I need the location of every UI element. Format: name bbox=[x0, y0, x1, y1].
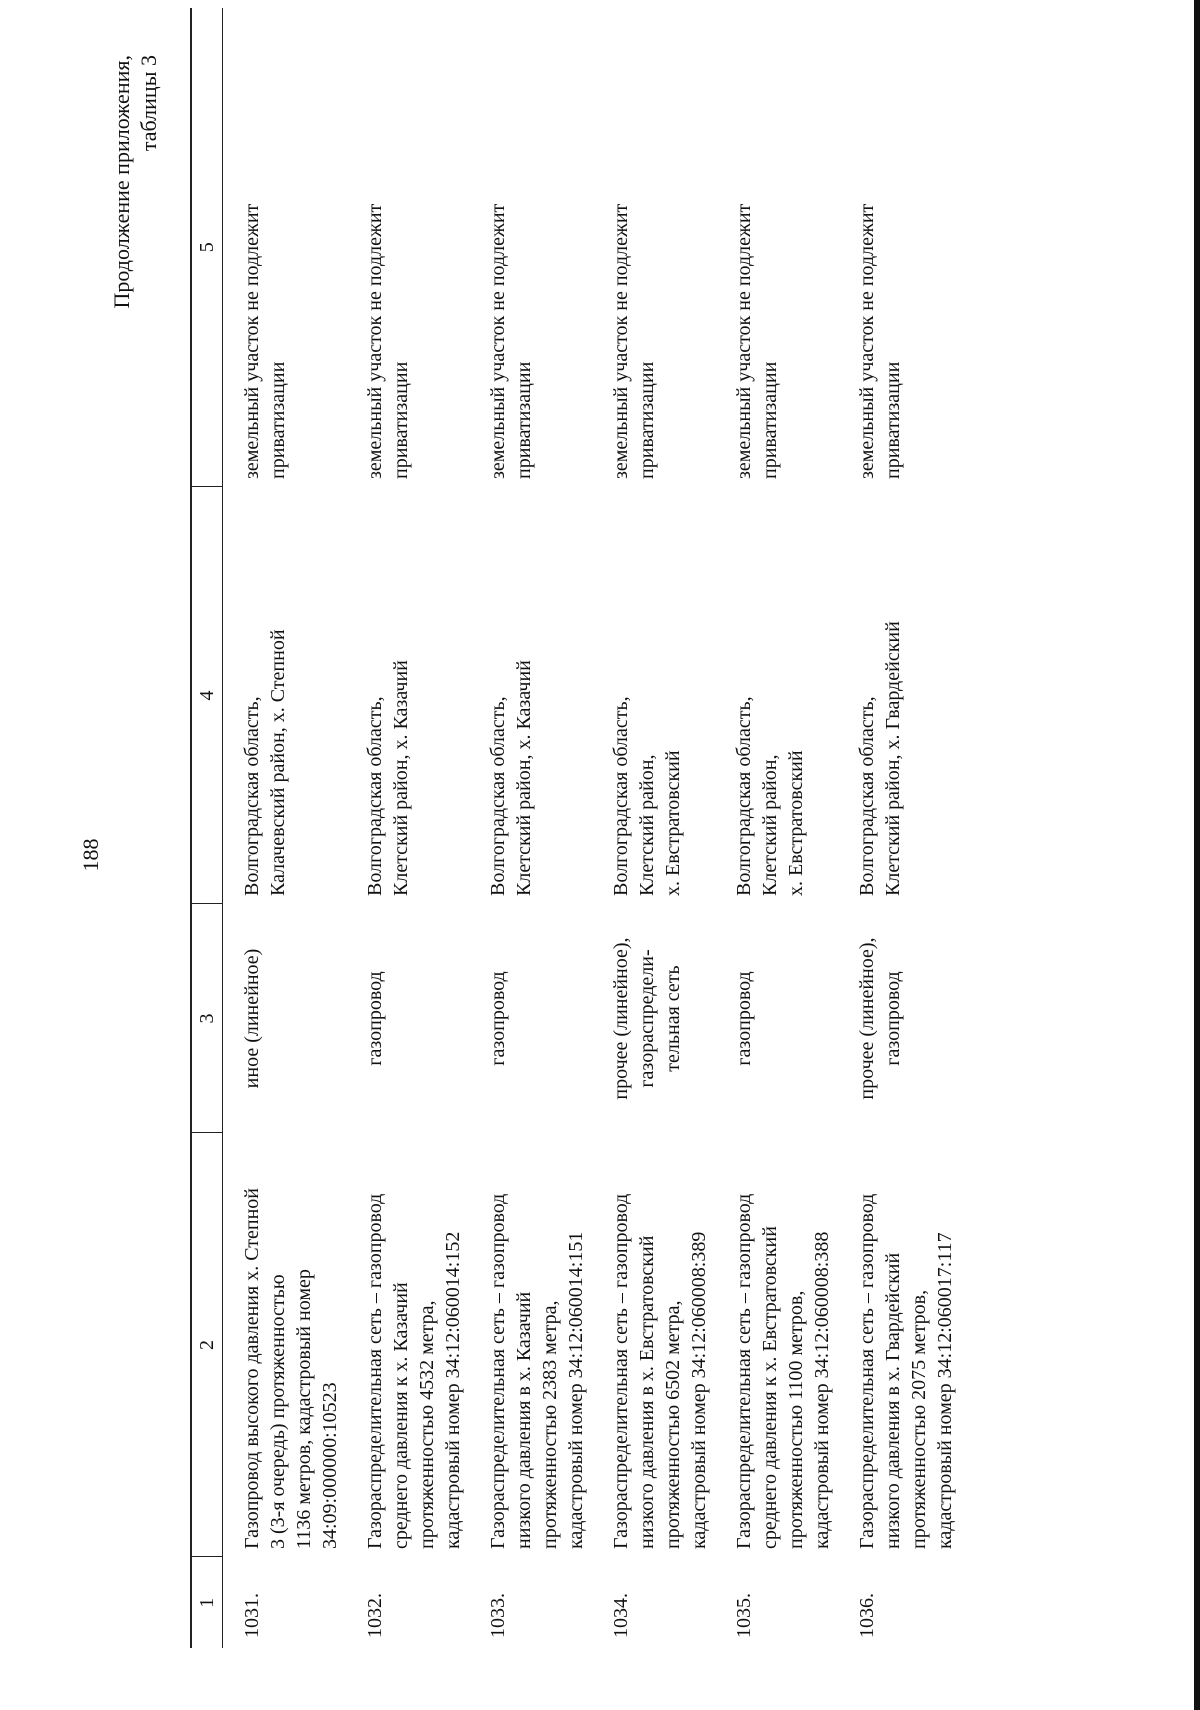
note-cell bbox=[469, 8, 592, 487]
cell-line: кадастровый номер 34:12:060008:388 bbox=[810, 1231, 833, 1549]
location-cell bbox=[838, 487, 961, 904]
row-number: 1035. bbox=[732, 1593, 755, 1638]
cell-line: Волгоградская область, bbox=[486, 696, 509, 896]
cell-line: Газопровод высокого давления х. Степной bbox=[241, 1188, 263, 1549]
column-header: 3 bbox=[191, 904, 223, 1133]
cell-line: 34:09:000000:10523 bbox=[319, 1382, 341, 1549]
object-type-cell bbox=[715, 904, 838, 1133]
cell-line: земельный участок не подлежит bbox=[609, 203, 632, 479]
cell-line: приватизации bbox=[635, 361, 658, 479]
cell-line: Волгоградская область, bbox=[732, 696, 755, 896]
cell-line: среднего давления к х. Евстратовский bbox=[758, 1226, 781, 1549]
page-edge bbox=[1194, 0, 1200, 1710]
location-cell bbox=[469, 487, 592, 904]
note-cell bbox=[838, 8, 961, 487]
location-cell bbox=[346, 487, 469, 904]
cell-line: Калачевский район, х. Степной bbox=[267, 629, 289, 896]
cell-line: приватизации bbox=[389, 361, 412, 479]
row-number: 1034. bbox=[609, 1593, 632, 1638]
cell-line: газораспредели- bbox=[635, 949, 658, 1088]
caption-line: Продолжение приложения, bbox=[109, 55, 134, 309]
cell-line: Волгоградская область, bbox=[855, 696, 878, 896]
object-name-cell bbox=[838, 1133, 961, 1557]
cell-line: кадастровый номер 34:12:060014:151 bbox=[564, 1231, 587, 1549]
object-name-cell bbox=[469, 1133, 592, 1557]
table-row bbox=[346, 8, 469, 1648]
cell-line: газопровод bbox=[486, 971, 509, 1066]
cell-line: приватизации bbox=[512, 361, 535, 479]
cell-line: низкого давления в х. Евстратовский bbox=[635, 1235, 658, 1549]
cell-line: Волгоградская область, bbox=[241, 696, 263, 896]
cell-line: Газораспределительная сеть – газопровод bbox=[732, 1193, 755, 1549]
note-cell bbox=[223, 8, 346, 487]
cell-line: земельный участок не подлежит bbox=[486, 203, 509, 479]
cell-line: земельный участок не подлежит bbox=[732, 203, 755, 479]
cell-line: земельный участок не подлежит bbox=[855, 203, 878, 479]
table-body bbox=[223, 8, 961, 1648]
column-header: 2 bbox=[191, 1133, 223, 1557]
cell-line: земельный участок не подлежит bbox=[363, 203, 386, 479]
object-name-cell bbox=[592, 1133, 715, 1557]
cell-line: газопровод bbox=[881, 971, 904, 1066]
cell-line: Клетский район, х. Гвардейский bbox=[881, 621, 904, 896]
object-type-cell bbox=[592, 904, 715, 1133]
table-row bbox=[223, 8, 346, 1648]
caption-line: таблицы 3 bbox=[136, 55, 161, 152]
cell-line: Газораспределительная сеть – газопровод bbox=[486, 1193, 509, 1549]
table-row bbox=[592, 8, 715, 1648]
cell-line: х. Евстратовский bbox=[661, 750, 684, 896]
object-name-cell bbox=[223, 1133, 346, 1557]
page-number: 188 bbox=[78, 838, 103, 872]
cell-line: газопровод bbox=[732, 971, 755, 1066]
row-number: 1032. bbox=[363, 1593, 386, 1638]
cell-line: кадастровый номер 34:12:060017:117 bbox=[933, 1232, 956, 1549]
object-type-cell bbox=[469, 904, 592, 1133]
table-row bbox=[715, 8, 838, 1648]
cell-line: Газораспределительная сеть – газопровод bbox=[363, 1193, 386, 1549]
table-caption bbox=[108, 55, 162, 308]
location-cell bbox=[715, 487, 838, 904]
cell-line: тельная сеть bbox=[661, 965, 684, 1072]
cell-line: Газораспределительная сеть – газопровод bbox=[609, 1193, 632, 1549]
cell-line: газопровод bbox=[363, 971, 386, 1066]
cell-line: протяженностью 2075 метров, bbox=[907, 1289, 930, 1549]
cell-line: Клетский район, х. Казачий bbox=[512, 660, 535, 896]
cell-line: протяженностью 4532 метра, bbox=[415, 1300, 438, 1549]
cell-line: протяженностью 6502 метра, bbox=[661, 1300, 684, 1549]
cell-line: Клетский район, х. Казачий bbox=[389, 660, 412, 896]
row-number: 1036. bbox=[855, 1593, 878, 1638]
object-type-cell bbox=[346, 904, 469, 1133]
cell-line: кадастровый номер 34:12:060008:389 bbox=[687, 1231, 710, 1549]
cell-line: 1136 метров, кадастровый номер bbox=[293, 1269, 315, 1549]
cell-line: Волгоградская область, bbox=[363, 696, 386, 896]
cell-line: приватизации bbox=[758, 361, 781, 479]
column-header: 1 bbox=[191, 1557, 223, 1648]
note-cell bbox=[592, 8, 715, 487]
cell-line: протяженностью 1100 метров, bbox=[784, 1290, 807, 1549]
cell-line: приватизации bbox=[881, 361, 904, 479]
cell-line: приватизации bbox=[267, 361, 289, 479]
note-cell bbox=[346, 8, 469, 487]
cell-line: прочее (линейное), bbox=[855, 937, 878, 1100]
cell-line: низкого давления в х. Гвардейский bbox=[881, 1252, 904, 1549]
object-name-cell bbox=[715, 1133, 838, 1557]
cell-line: 3 (3-я очередь) протяженностью bbox=[267, 1274, 289, 1549]
column-header: 5 bbox=[191, 8, 223, 487]
cell-line: Газораспределительная сеть – газопровод bbox=[855, 1193, 878, 1549]
object-type-cell bbox=[838, 904, 961, 1133]
note-cell bbox=[715, 8, 838, 487]
table-row bbox=[469, 8, 592, 1648]
cell-line: кадастровый номер 34:12:060014:152 bbox=[441, 1231, 464, 1549]
object-type-cell bbox=[223, 904, 346, 1133]
location-cell bbox=[592, 487, 715, 904]
cell-line: протяженностью 2383 метра, bbox=[538, 1300, 561, 1549]
cell-line: Клетский район, bbox=[635, 754, 658, 896]
cell-line: Волгоградская область, bbox=[609, 696, 632, 896]
cell-line: низкого давления в х. Казачий bbox=[512, 1291, 535, 1549]
cell-line: х. Евстратовский bbox=[784, 750, 807, 896]
row-number: 1033. bbox=[486, 1593, 509, 1638]
cell-line: прочее (линейное), bbox=[609, 937, 632, 1100]
cell-line: земельный участок не подлежит bbox=[241, 203, 263, 479]
object-name-cell bbox=[346, 1133, 469, 1557]
cell-line: среднего давления к х. Казачий bbox=[389, 1282, 412, 1549]
location-cell bbox=[223, 487, 346, 904]
cell-line: иное (линейное) bbox=[241, 948, 263, 1089]
row-number: 1031. bbox=[241, 1593, 263, 1638]
table-header-row bbox=[191, 8, 223, 1648]
property-table bbox=[190, 8, 961, 1648]
column-header: 4 bbox=[191, 487, 223, 904]
cell-line: Клетский район, bbox=[758, 754, 781, 896]
table-row bbox=[838, 8, 961, 1648]
